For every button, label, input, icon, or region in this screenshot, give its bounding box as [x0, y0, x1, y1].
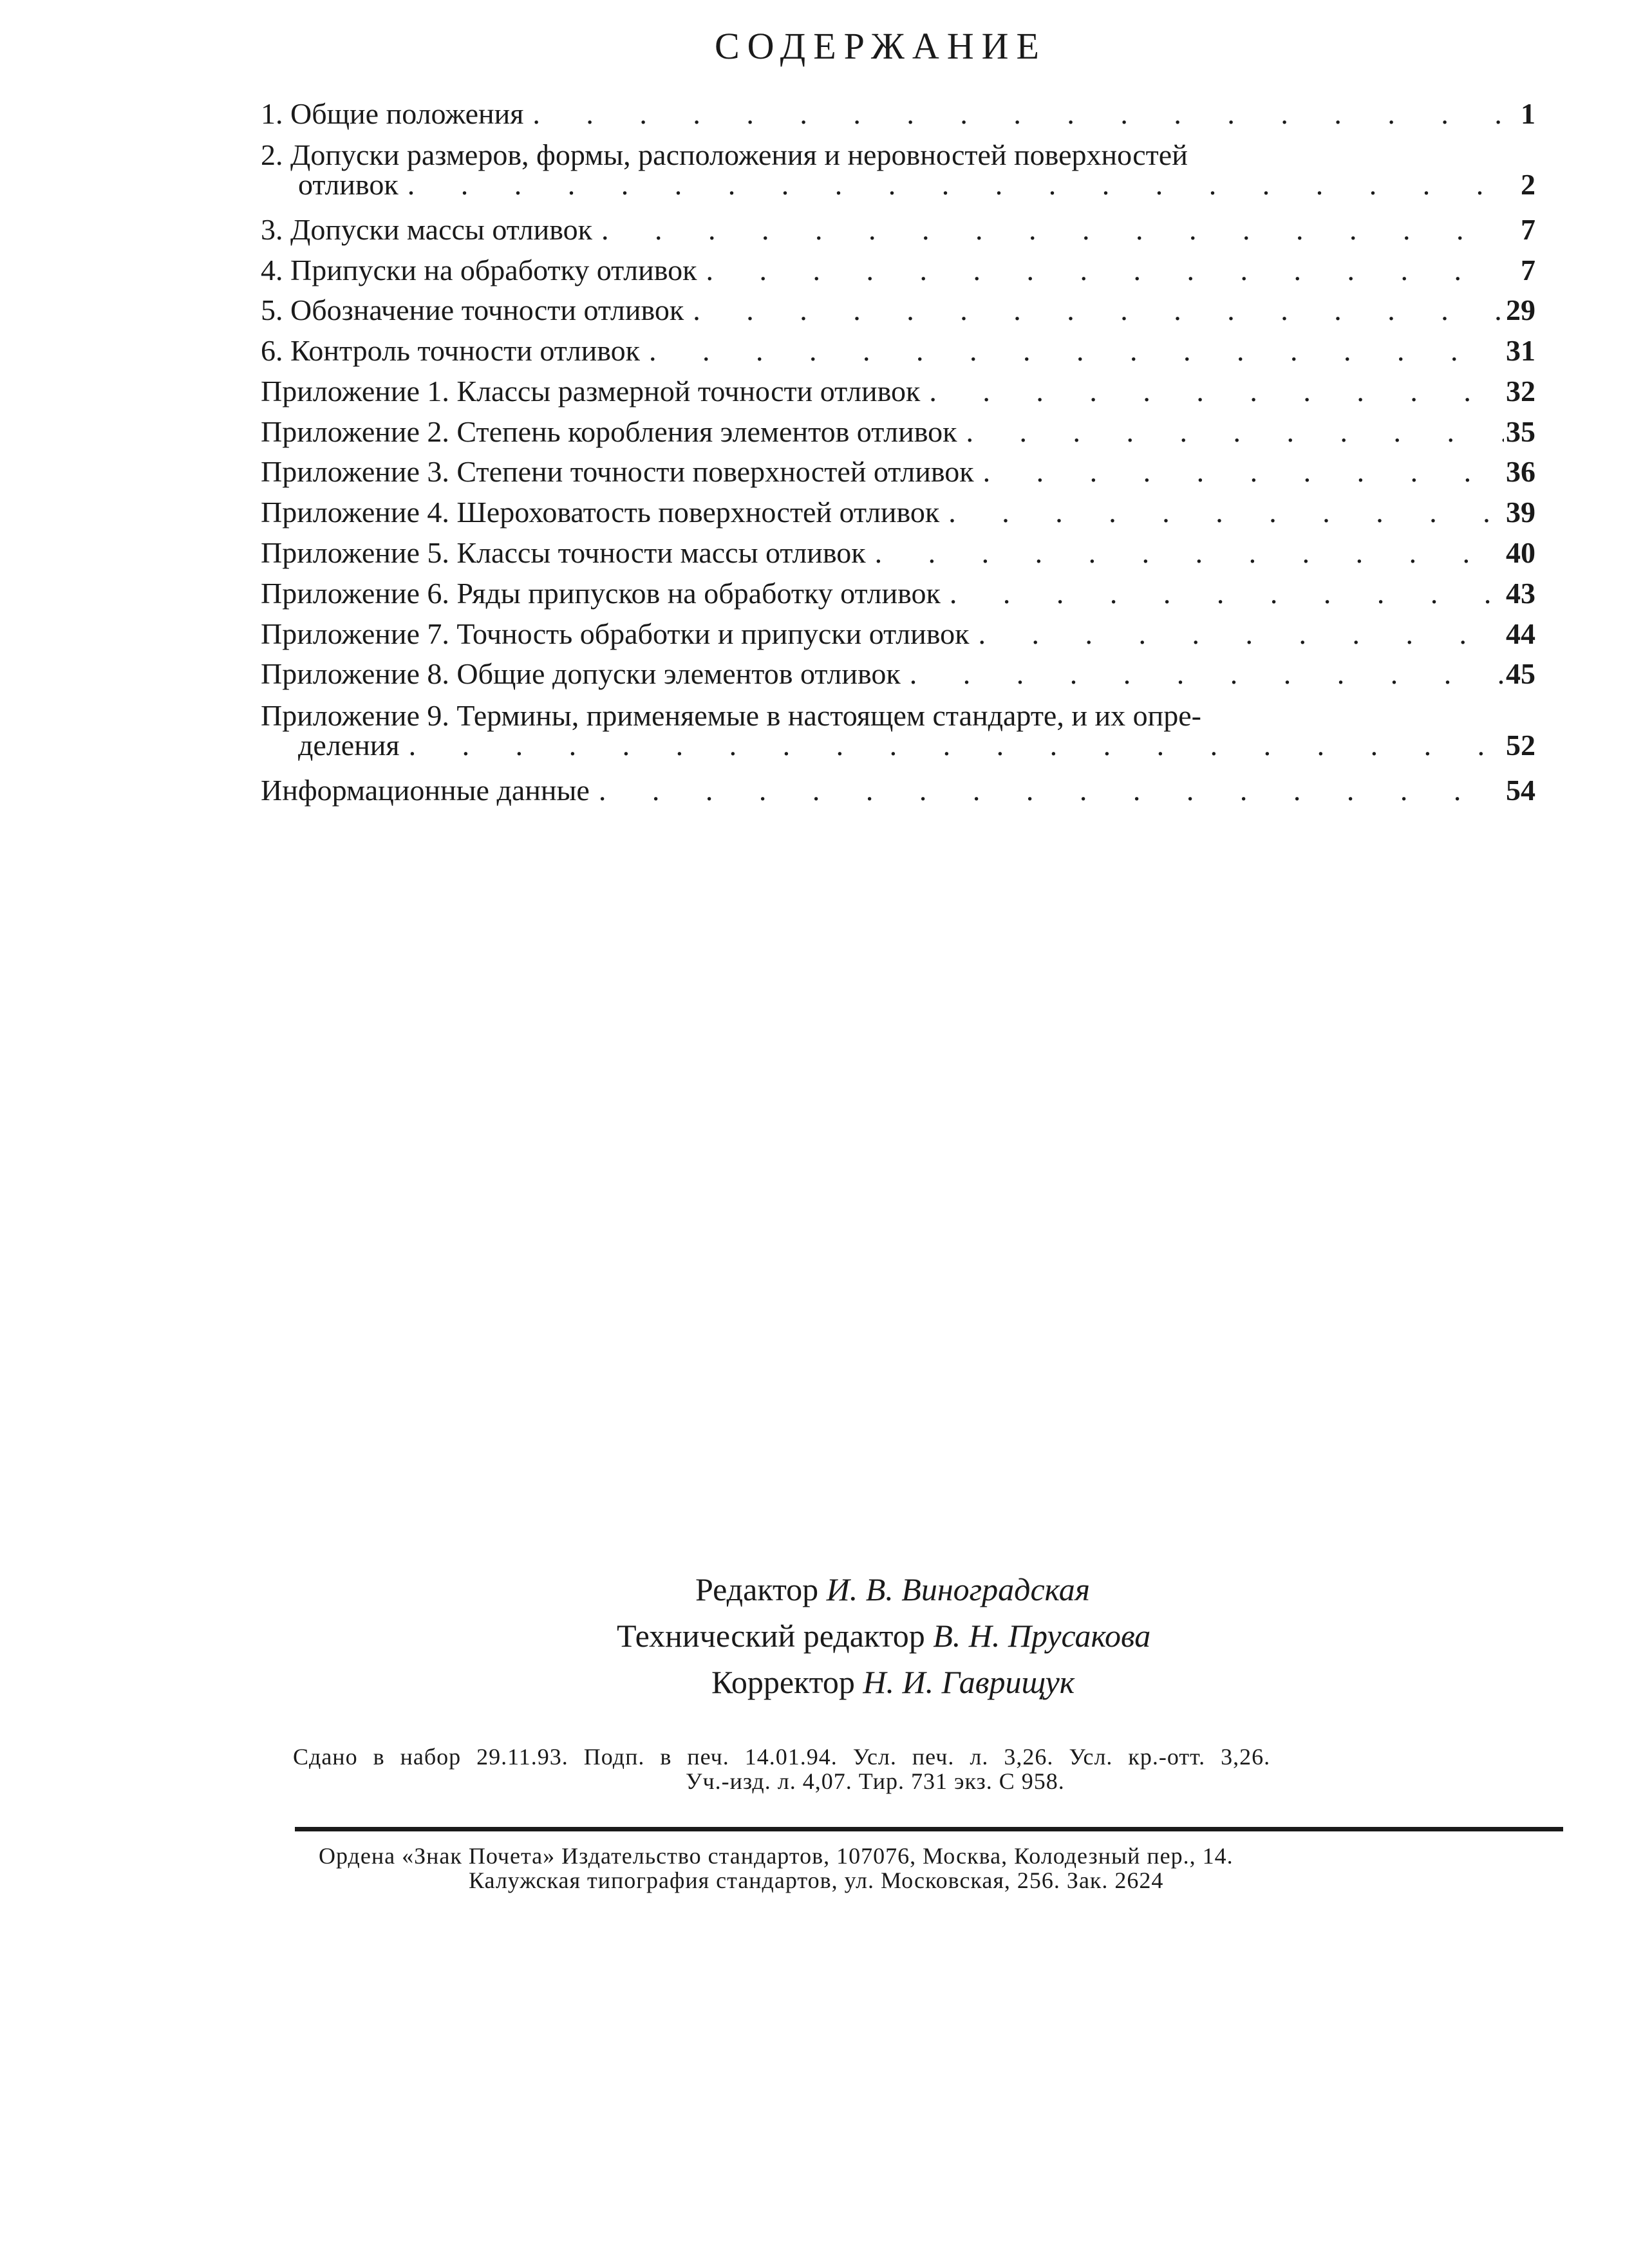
toc-entry-page: 43	[1506, 577, 1535, 610]
toc-entry[interactable]	[261, 534, 1535, 572]
toc-entry-label: Приложение 6. Ряды припусков на обработку отливок	[261, 577, 941, 610]
dot-leader	[983, 453, 1504, 491]
toc-entry[interactable]	[261, 453, 1535, 491]
toc-entry-page: 54	[1506, 774, 1535, 807]
toc-entry-label: Приложение 4. Шероховатость поверхностей отливок	[261, 496, 940, 529]
toc-entry-page: 35	[1506, 415, 1535, 448]
toc-entry-page: 29	[1506, 294, 1535, 326]
toc-entry[interactable]	[261, 211, 1535, 248]
editor-credit	[695, 1571, 1090, 1608]
toc-entry-page: 36	[1506, 455, 1535, 488]
editor-name: И. В. Виноградская	[826, 1571, 1091, 1607]
tech-editor-role: Технический редактор	[617, 1618, 925, 1654]
toc-entry[interactable]	[261, 292, 1535, 329]
dot-leader	[599, 772, 1504, 809]
toc-entry-page: 40	[1506, 536, 1535, 569]
toc-entry[interactable]	[261, 373, 1535, 410]
corrector-role: Корректор	[711, 1664, 855, 1700]
dot-leader	[948, 494, 1504, 531]
tech-editor-name: В. Н. Прусакова	[933, 1618, 1151, 1654]
imprint-line-2: Уч.-изд. л. 4,07. Тир. 731 экз. С 958.	[686, 1768, 1065, 1794]
toc-entry-page: 39	[1506, 496, 1535, 529]
toc-entry-label-line1: 2. Допуски размеров, формы, расположения и неровностей поверхностей	[261, 138, 1188, 171]
toc-entry-label: 4. Припуски на обработку отливок	[261, 254, 697, 286]
dot-leader	[875, 534, 1504, 572]
toc-entry-label: 5. Обозначение точности отливок	[261, 294, 684, 326]
toc-entry-page: 45	[1506, 657, 1535, 690]
toc-entry[interactable]	[261, 332, 1535, 370]
toc-entry-label: Приложение 8. Общие допуски элементов отливок	[261, 657, 901, 690]
dot-leader	[966, 413, 1504, 451]
dot-leader	[649, 332, 1504, 370]
toc-entry[interactable]	[261, 655, 1535, 693]
toc-entry-label: деления	[298, 729, 400, 762]
toc-entry-label: 6. Контроль точности отливок	[261, 334, 641, 367]
divider-rule	[295, 1827, 1563, 1831]
dot-leader	[532, 95, 1504, 133]
toc-entry-page: 32	[1506, 375, 1535, 407]
toc-entry-label: Приложение 3. Степени точности поверхностей отливок	[261, 455, 974, 488]
toc-entry[interactable]	[261, 615, 1535, 653]
corrector-name: Н. И. Гаврищук	[863, 1664, 1075, 1700]
toc-entry-page: 2	[1521, 168, 1535, 201]
toc-entry-page: 31	[1506, 334, 1535, 367]
imprint-line-3: Ордена «Знак Почета» Издательство стандартов, 107076, Москва, Колодезный пер., 14.	[319, 1843, 1234, 1869]
toc-entry[interactable]	[261, 697, 1535, 764]
dot-leader	[910, 655, 1504, 693]
toc-entry-label: 3. Допуски массы отливок	[261, 213, 593, 246]
toc-entry-page: 44	[1506, 617, 1535, 650]
toc-entry-label-line1: Приложение 9. Термины, применяемые в настоящем стандарте, и их опре-	[261, 699, 1201, 732]
toc-entry-label: Приложение 2. Степень коробления элементов отливок	[261, 415, 957, 448]
tech-editor-credit	[617, 1617, 1150, 1654]
dot-leader	[601, 211, 1504, 248]
dot-leader	[706, 252, 1504, 289]
toc-entry[interactable]	[261, 252, 1535, 289]
toc-entry-label: 1. Общие положения	[261, 97, 524, 130]
corrector-credit	[711, 1663, 1075, 1701]
imprint-line-4: Калужская типография стандартов, ул. Московская, 256. Зак. 2624	[469, 1867, 1164, 1893]
toc-entry[interactable]	[261, 413, 1535, 451]
dot-leader	[950, 575, 1504, 612]
toc-entry-page: 52	[1506, 729, 1535, 762]
toc-entry-label: Информационные данные	[261, 774, 590, 807]
toc-entry-label: Приложение 1. Классы размерной точности отливок	[261, 375, 921, 407]
dot-leader	[693, 292, 1504, 329]
editor-role: Редактор	[695, 1571, 819, 1607]
toc-title: СОДЕРЖАНИЕ	[715, 25, 1047, 67]
dot-leader	[408, 166, 1504, 203]
imprint-line-1: Сдано в набор 29.11.93. Подп. в печ. 14.01.94. Усл. печ. л. 3,26. Усл. кр.-отт. 3,26.	[293, 1744, 1271, 1770]
toc-entry-label: Приложение 5. Классы точности массы отливок	[261, 536, 866, 569]
toc-entry-page: 7	[1521, 254, 1535, 286]
toc-entry[interactable]	[261, 95, 1535, 133]
toc-entry-page: 1	[1521, 97, 1535, 130]
dot-leader	[978, 615, 1504, 653]
toc-entry-label: Приложение 7. Точность обработки и припуски отливок	[261, 617, 970, 650]
dot-leader	[409, 727, 1504, 764]
toc-entry[interactable]	[261, 136, 1535, 203]
toc-entry[interactable]	[261, 494, 1535, 531]
toc-entry-page: 7	[1521, 213, 1535, 246]
toc-entry[interactable]	[261, 575, 1535, 612]
toc-entry-label: отливок	[298, 168, 399, 201]
dot-leader	[929, 373, 1504, 410]
toc-entry[interactable]	[261, 772, 1535, 809]
